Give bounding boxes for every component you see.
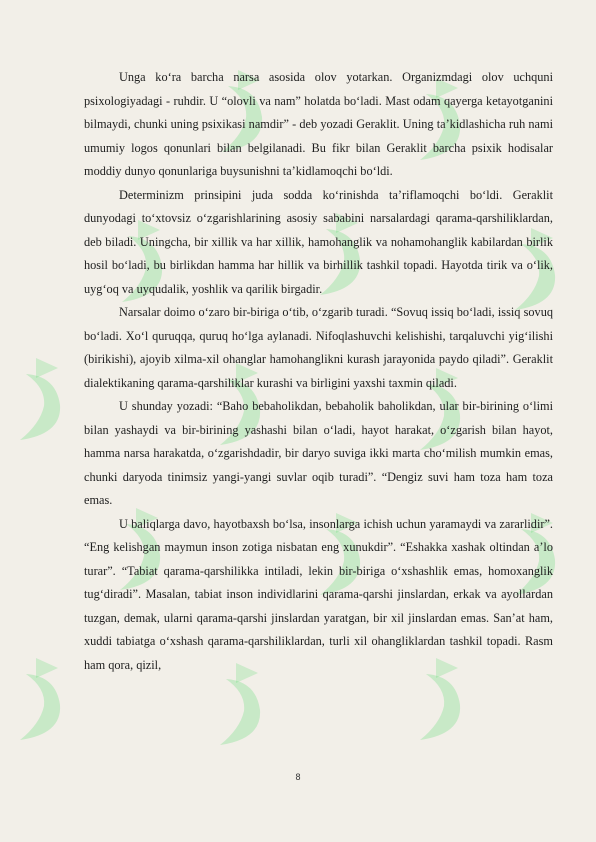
watermark-logo-icon: [10, 650, 70, 750]
paragraph: Determinizm prinsipini juda sodda ko‘rinishda ta’riflamoqchi bo‘ldi. Geraklit dunyodagi to‘xtovsiz o‘zgarishlarining asosiy sababini narsalardagi qarama-qarshiliklardan, deb biladi. Uningcha, bir xillik va har xillik, hamohanglik va nohamohanglik kabilardan birlik hosil bo‘ladi, bu birlikdan hamma har hillik va birhillik tashkil topadi. Hayotda tirik va o‘lik, uyg‘oq va uyqudalik, yoshlik va qarilik birgadir.: [84, 187, 553, 296]
paragraph: U baliqlarga davo, hayotbaxsh bo‘lsa, insonlarga ichish uchun yaramaydi va zararlidir”. “Eng kelishgan maymun inson zotiga nisbatan eng xunukdir”. “Eshakka xashak oltindan a’lo turar”. “Tabiat qarama-qarshilikka intiladi, lekin bir-biriga o‘xshashlik emas, homoxanglik tug‘diradi”. Masalan, tabiat inson individlarini qarama-qarshi jinslardan, erkak va ayollardan tuzgan, demak, ularni qarama-qarshi jinslardan yaratgan, bir xil jinslardan emas. San’at ham, xuddi tabiatga o‘xshash qarama-qarshiliklardan, turli xil ohangliklardan tashkil topadi. Rasm ham qora, qizil,: [84, 516, 553, 672]
watermark-logo-icon: [10, 350, 70, 450]
body-text: [84, 66, 553, 677]
paragraph: Narsalar doimo o‘zaro bir-biriga o‘tib, o‘zgarib turadi. “Sovuq issiq bo‘ladi, issiq sovuq bo‘ladi. Xo‘l quruqqa, quruq ho‘lga aylanadi. Nifoqlashuvchi kelishishi, tarqaluvchi yig‘ilishi (birikishi), ajoyib xilma-xil ohanglar hamohanglikni kurash jarayonida paydo qiladi”. Geraklit dialektikaning qarama-qarshiliklar kurashi va birligini yaxshi taxmin qiladi.: [84, 305, 553, 390]
paragraph: Unga ko‘ra barcha narsa asosida olov yotarkan. Organizmdagi olov uchquni psixologiyadagi - ruhdir. U “olovli va nam” holatda bo‘ladi. Mast odam qayerga ketayotganini bilmaydi, chunki uning psixikasi namdir” - deb yozadi Geraklit. Uning ta’kidlashicha ruh nami umumiy logos qonunlari bilan belgilanadi. Bu fikr bilan Geraklit barcha psixik hodisalar moddiy dunyo qonunlariga buysunishni ta’kidlamoqchi bo‘ldi.: [84, 70, 553, 178]
paragraph: U shunday yozadi: “Baho bebaholikdan, bebaholik baholikdan, ular bir-birining o‘limi bilan yashaydi va bir-birining yashashi bilan o‘ladi, hayot harakat, o‘zgarish bilan hayot, hamma narsa harakatda, o‘zgarishdadir, bir daryo suviga ikki marta cho‘milish mumkin emas, chunki daryoda tinimsiz yangi-yangi suvlar oqib turadi”. “Dengiz suvi ham toza ham toza emas.: [84, 399, 553, 507]
page-number: 8: [295, 772, 301, 782]
